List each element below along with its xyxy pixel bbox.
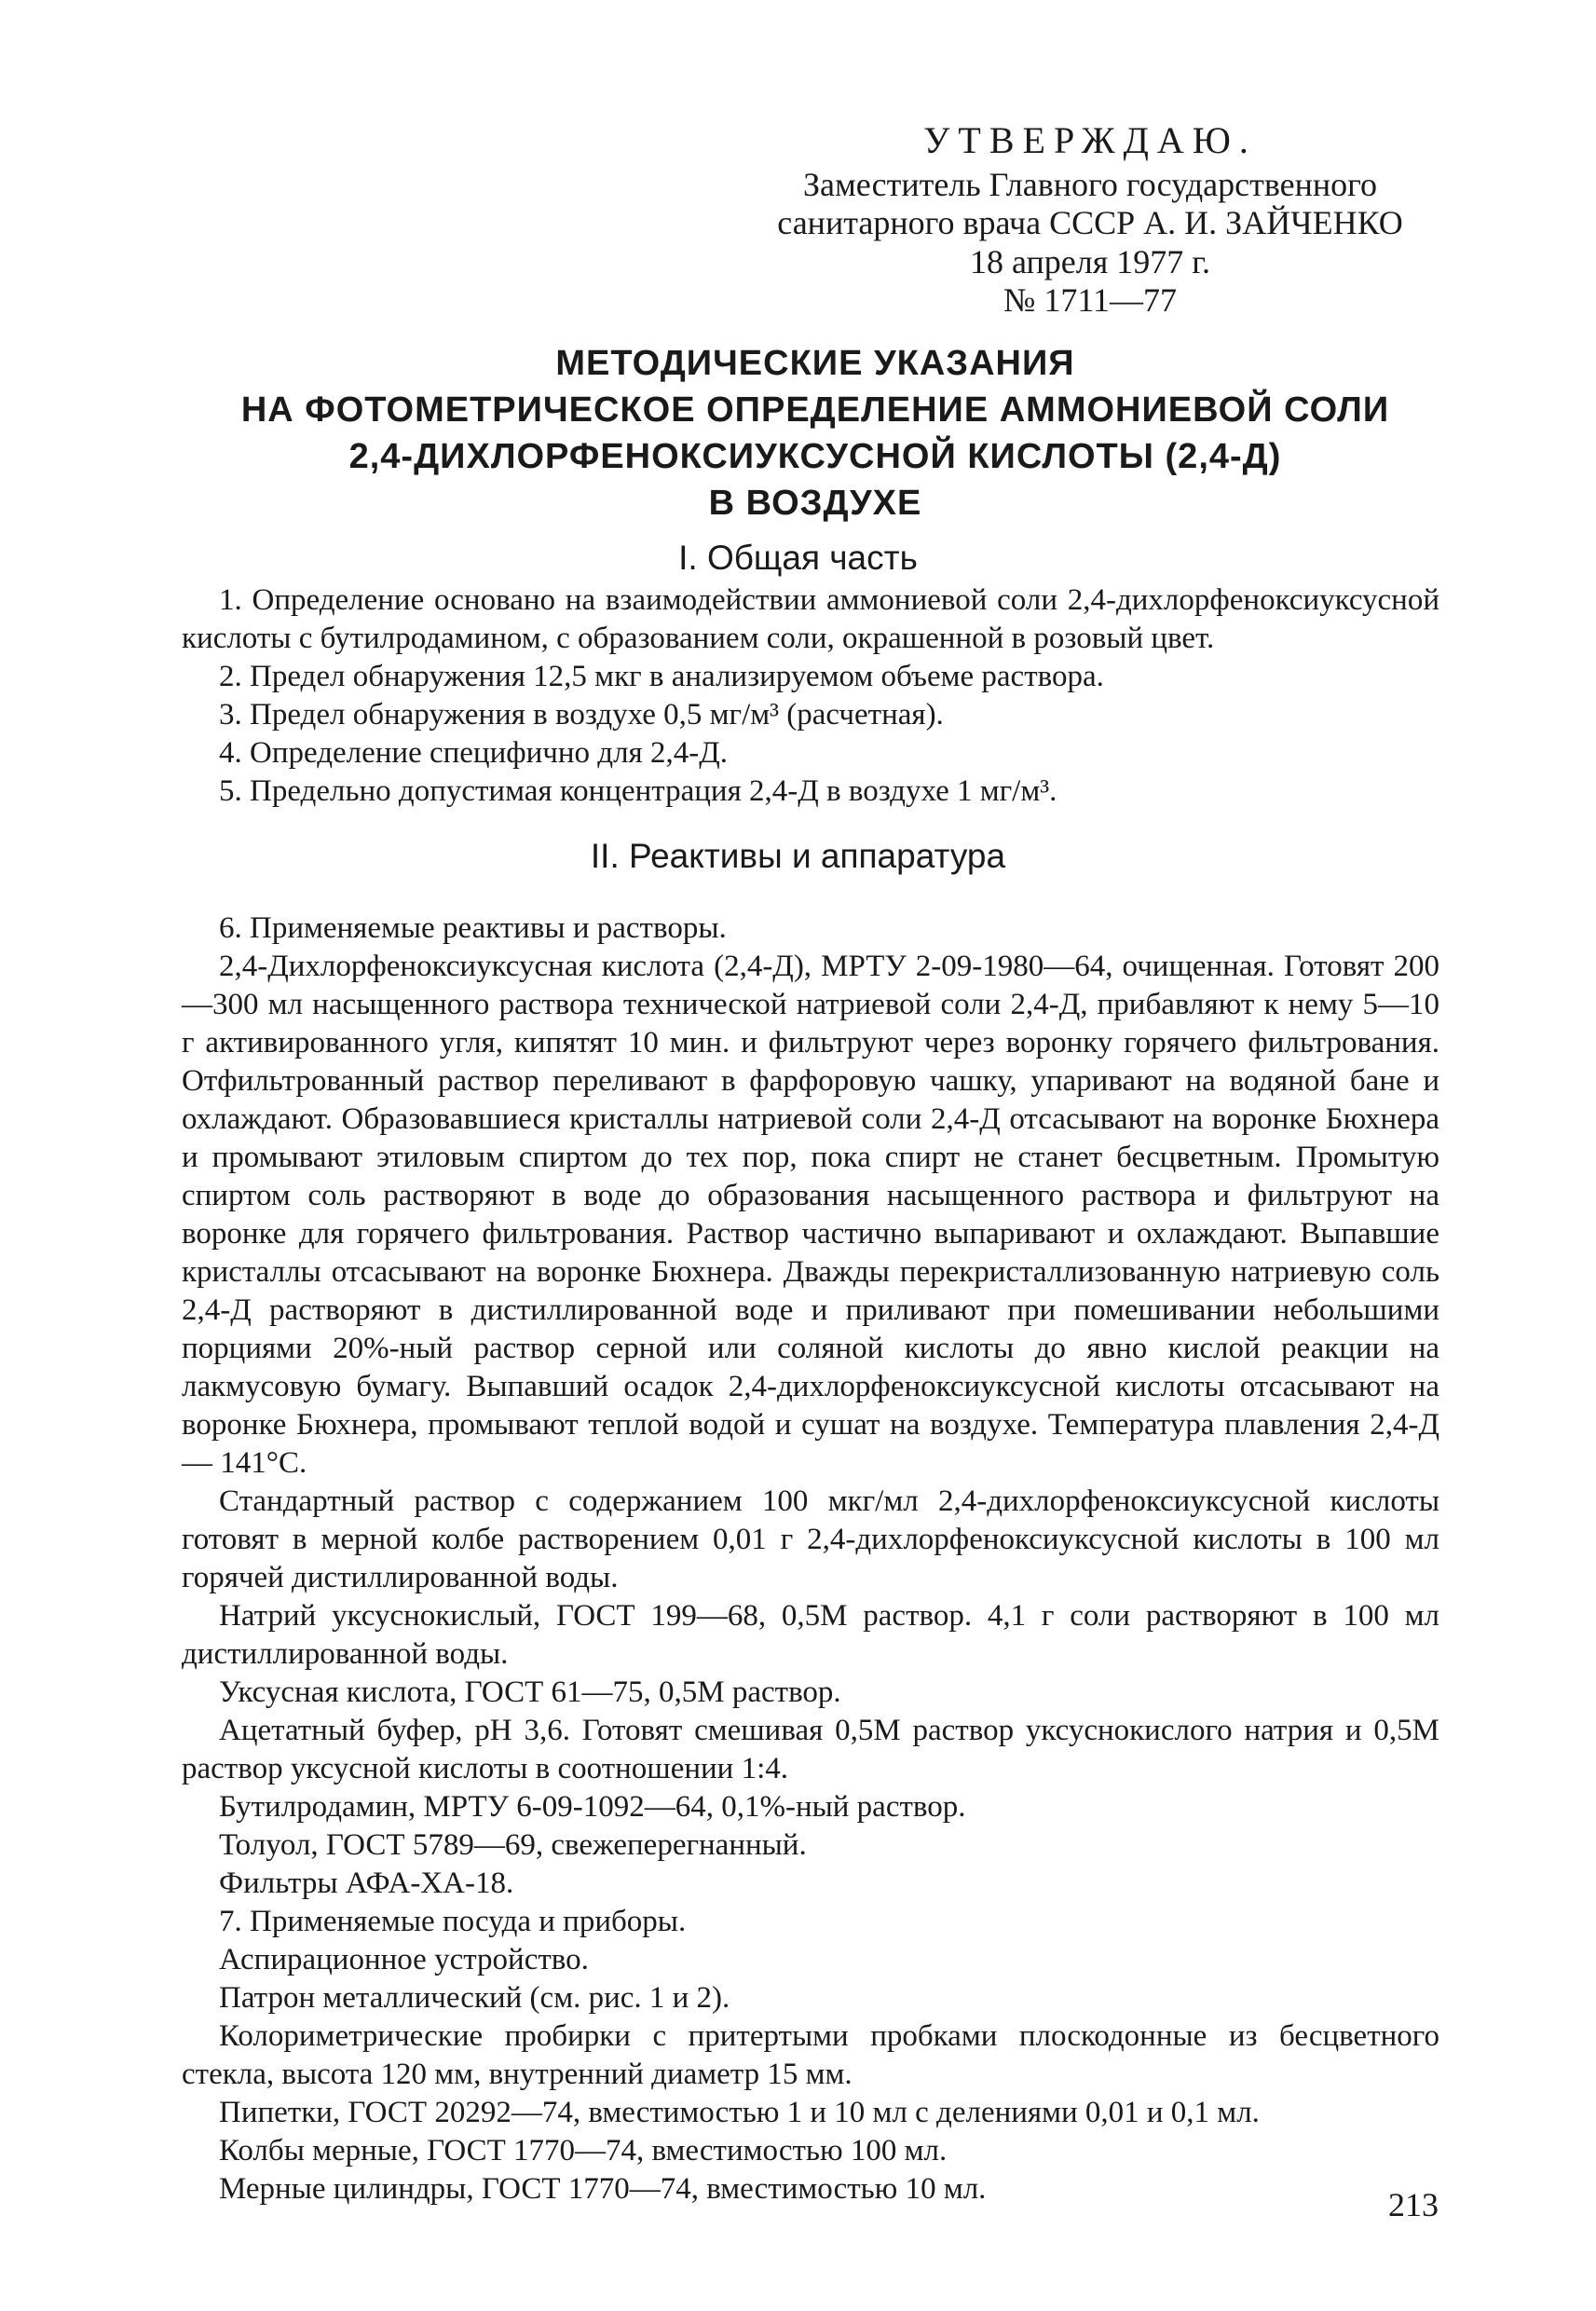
section-2-paragraph: Мерные цилиндры, ГОСТ 1770—74, вместимостью 10 мл.	[219, 2172, 987, 2206]
title-line-1: МЕТОДИЧЕСКИЕ УКАЗАНИЯ	[555, 344, 1075, 383]
approval-date: 18 апреля 1977 г.	[970, 242, 1210, 280]
section-1-item: 3. Предел обнаружения в воздухе 0,5 мг/м³ (расчетная).	[219, 698, 944, 732]
title-line-2: НА ФОТОМЕТРИЧЕСКОЕ ОПРЕДЕЛЕНИЕ АММОНИЕВОЙ СОЛИ	[240, 390, 1390, 431]
section-1-item: 5. Предельно допустимая концентрация 2,4-Д в воздухе 1 мг/м³.	[219, 774, 1057, 808]
section-2-body	[182, 909, 1439, 2208]
section-2-heading: II. Реактивы и аппаратура	[590, 837, 1006, 875]
section-2-paragraph: Аспирационное устройство.	[219, 1943, 589, 1976]
section-2-paragraph: Бутилродамин, МРТУ 6-09-1092—64, 0,1%-ный раствор.	[219, 1790, 966, 1824]
section-1-heading: I. Общая часть	[678, 539, 918, 577]
section-2-paragraph: Толуол, ГОСТ 5789—69, свежеперегнанный.	[219, 1828, 807, 1862]
approval-heading: УТВЕРЖДАЮ.	[923, 119, 1257, 161]
approval-name: санитарного врача СССР А. И. ЗАЙЧЕНКО	[777, 204, 1403, 242]
section-2-paragraph: Пипетки, ГОСТ 20292—74, вместимостью 1 и 10 мл с делениями 0,01 и 0,1 мл.	[219, 2096, 1260, 2129]
section-2-paragraph: Колбы мерные, ГОСТ 1770—74, вместимостью 100 мл.	[219, 2134, 948, 2167]
approval-block	[736, 119, 1444, 321]
section-2-paragraph: Колориметрические пробирки с притертыми пробками плоскодонные из бесцветного стекла, высота 120 мм, внутренний диаметр 15 мм.	[182, 2019, 1439, 2091]
section-2-paragraph: Натрий уксуснокислый, ГОСТ 199—68, 0,5М раствор. 4,1 г соли растворяют в 100 мл дистиллированной воды.	[182, 1599, 1439, 1671]
page-number: 213	[1388, 2186, 1439, 2223]
approval-number: № 1711—77	[1003, 281, 1177, 320]
section-2-paragraph: 6. Применяемые реактивы и растворы.	[219, 911, 727, 945]
section-2-paragraph: 2,4-Дихлорфеноксиуксусная кислота (2,4-Д), МРТУ 2-09-1980—64, очищенная. Готовят 200—300 мл насыщенного раствора технической натриевой соли 2,4-Д, прибавляют к нему 5—10 г активированного угля, кипятят 10 мин. и фильтруют через воронку горячего фильтрования. Отфильтрованный раствор переливают в фарфоровую чашку, упаривают на водяной бане и охлаждают. Образовавшиеся кристаллы натриевой соли 2,4-Д отсасывают на воронке Бюхнера и промывают этиловым спиртом до тех пор, пока спирт не станет бесцветным. Промытую спиртом соль растворяют в воде до образования насыщенного раствора и фильтруют на воронке для горячего фильтрования. Раствор частично выпаривают и охлаждают. Выпавшие кристаллы отсасывают на воронке Бюхнера. Дважды перекристаллизованную натриевую соль 2,4-Д растворяют в дистиллированной воде и приливают при помешивании небольшими порциями 20%-ный раствор серной или соляной кислоты до явно кислой реакции на лакмусовую бумагу. Выпавший осадок 2,4-дихлорфеноксиуксусной кислоты отсасывают на воронке Бюхнера, промывают теплой водой и сушат на воздухе. Температура плавления 2,4-Д — 141°С.	[182, 950, 1439, 1480]
title-line-4: В ВОЗДУХЕ	[708, 484, 922, 524]
section-1-item: 2. Предел обнаружения 12,5 мкг в анализируемом объеме раствора.	[219, 660, 1104, 693]
section-2-paragraph: Патрон металлический (см. рис. 1 и 2).	[219, 1981, 730, 2015]
title-line-3: 2,4-ДИХЛОРФЕНОКСИУКСУСНОЙ КИСЛОТЫ (2,4-Д)	[348, 437, 1282, 477]
section-2-paragraph: Фильтры АФА-ХА-18.	[219, 1867, 514, 1900]
section-1-item: 1. Определение основано на взаимодействии аммониевой соли 2,4-дихлорфеноксиуксусной кислоты с бутилродамином, с образованием соли, окрашенной в розовый цвет.	[182, 583, 1439, 655]
document-title	[177, 340, 1453, 527]
section-2-paragraph: Ацетатный буфер, pH 3,6. Готовят смешивая 0,5М раствор уксуснокислого натрия и 0,5М раствор уксусной кислоты в соотношении 1:4.	[182, 1714, 1439, 1785]
section-2-paragraph: Стандартный раствор с содержанием 100 мкг/мл 2,4-дихлорфеноксиуксусной кислоты готовят в мерной колбе растворением 0,01 г 2,4-дихлорфеноксиуксусной кислоты в 100 мл горячей дистиллированной воды.	[182, 1484, 1439, 1594]
section-2-paragraph: Уксусная кислота, ГОСТ 61—75, 0,5М раствор.	[219, 1675, 841, 1709]
section-2-paragraph: 7. Применяемые посуда и приборы.	[219, 1905, 687, 1938]
approval-position: Заместитель Главного государственного	[802, 166, 1378, 203]
section-1-item: 4. Определение специфично для 2,4-Д.	[219, 736, 728, 770]
section-1-body	[182, 581, 1439, 811]
